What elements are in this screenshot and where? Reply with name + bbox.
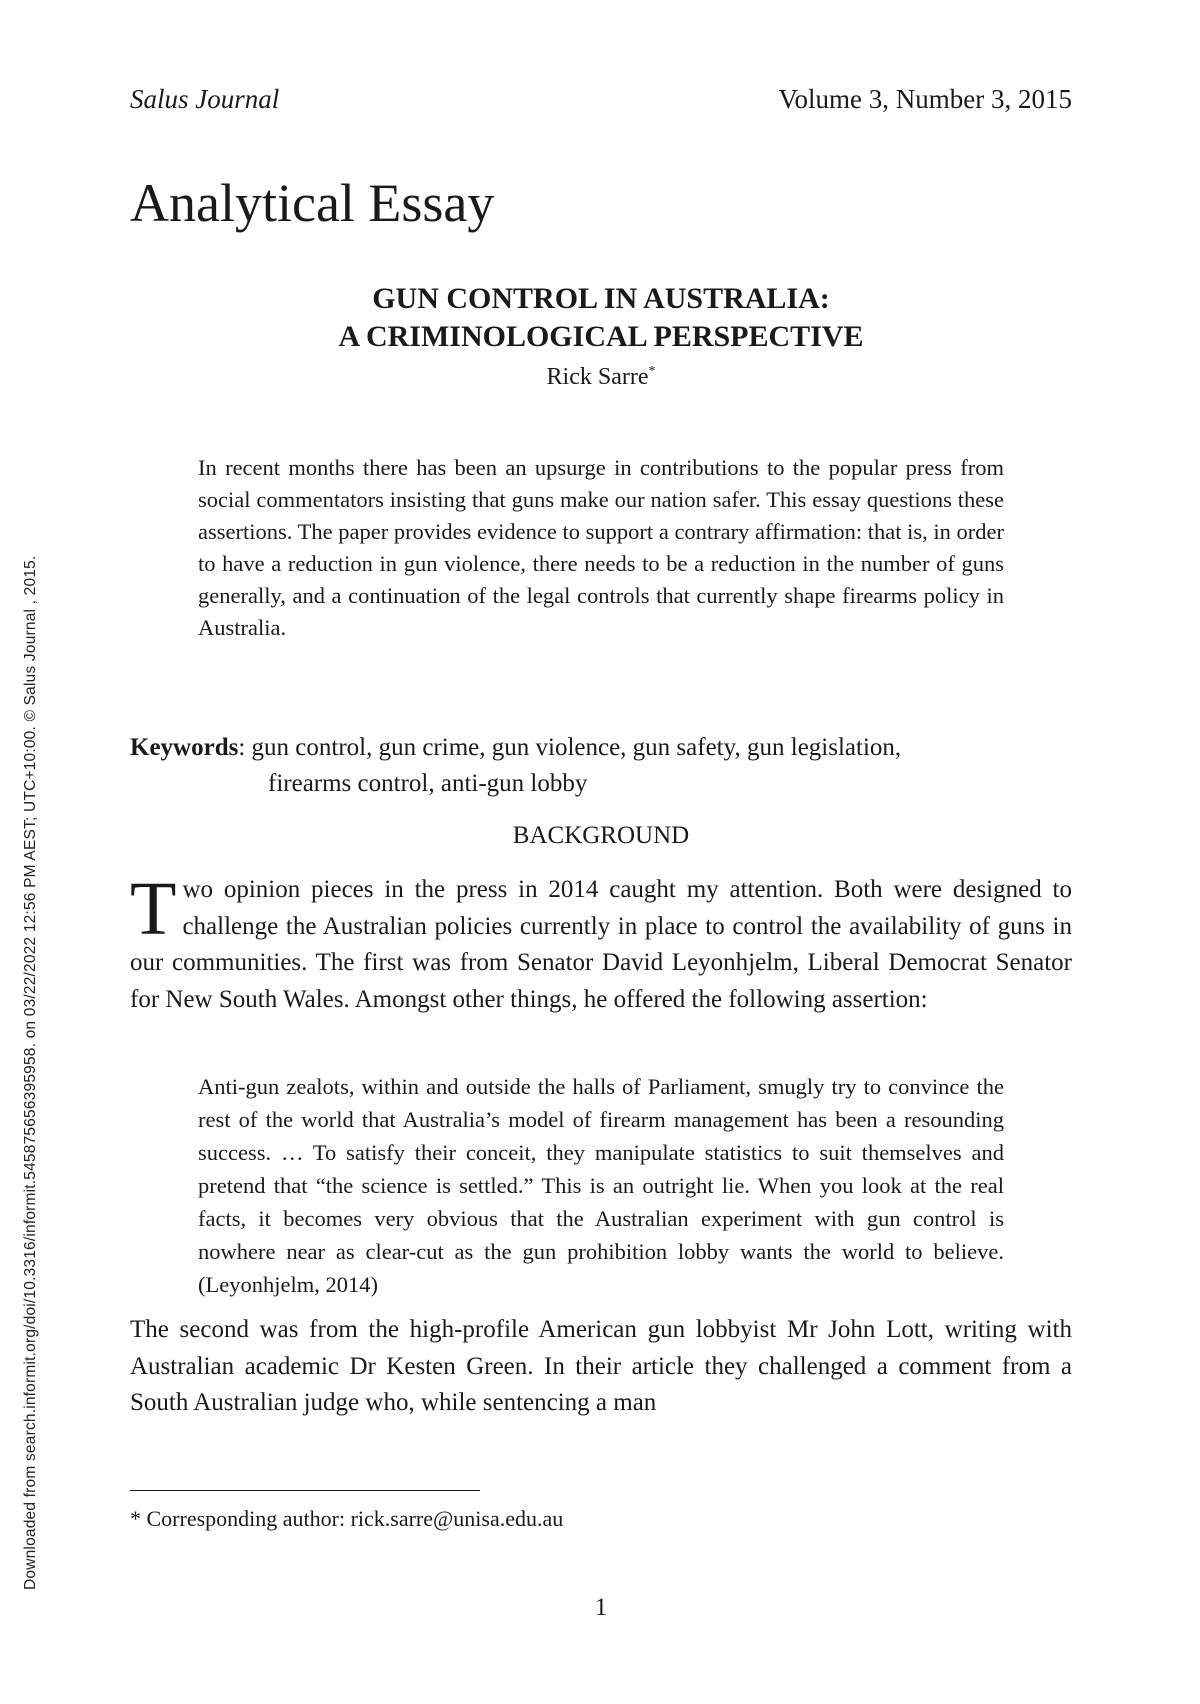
title-line-2: A CRIMINOLOGICAL PERSPECTIVE (338, 320, 864, 353)
keywords-line-2: firearms control, anti-gun lobby (268, 770, 588, 797)
running-header (130, 84, 1072, 115)
issue-info: Volume 3, Number 3, 2015 (778, 84, 1072, 114)
drop-cap: T (130, 867, 177, 951)
abstract: In recent months there has been an upsurge in contributions to the popular press from social commentators insisting that guns make our nation safer. This essay questions these assertions. The paper provides evidence to support a contrary affirmation: that is, in order to have a reduction in gun violence, there needs to be a reduction in the number of guns generally, and a continuation of the legal controls that currently shape firearms policy in Australia. (198, 455, 1004, 640)
download-watermark: Downloaded from search.informit.org/doi/10.3316/informit.545875656395958. on 03/22/2022 12:56 PM AEST; UTC+10:00. © Salus Journal , 2015. (22, 555, 39, 1590)
section-label: Analytical Essay (130, 173, 495, 233)
keywords-line-1: : gun control, gun crime, gun violence, gun safety, gun legislation, (238, 734, 902, 761)
article-title-block (130, 280, 1072, 391)
title-line-1: GUN CONTROL IN AUSTRALIA: (372, 282, 830, 315)
footnote-rule (130, 1490, 480, 1491)
page-number: 1 (594, 1594, 608, 1621)
author-name (130, 364, 1072, 391)
keywords-label: Keywords (130, 734, 239, 761)
section-heading: BACKGROUND (512, 822, 690, 849)
author-text: Rick Sarre (546, 364, 649, 390)
footnote: * Corresponding author: rick.sarre@unisa.edu.au (130, 1506, 564, 1531)
journal-name: Salus Journal (130, 84, 280, 114)
keywords (130, 730, 1072, 802)
author-footnote-mark: * (648, 364, 656, 379)
paragraph-1-text: wo opinion pieces in the press in 2014 caught my attention. Both were designed to challenge the Australian policies currently in place to control the availability of guns in our communities. The first was from Senator David Leyonhjelm, Liberal Democrat Senator for New South Wales. Amongst other things, he offered the following assertion: (130, 876, 1072, 1013)
block-quote: Anti-gun zealots, within and outside the halls of Parliament, smugly try to convince the rest of the world that Australia’s model of firearm management has been a resounding success. … To satisfy their conceit, they manipulate statistics to suit themselves and pretend that “the science is settled.” This is an outright lie. When you look at the real facts, it becomes very obvious that the Australian experiment with gun control is nowhere near as clear-cut as the gun prohibition lobby wants the world to believe. (Leyonhjelm, 2014) (198, 1074, 1004, 1297)
body-paragraph-1 (130, 867, 1072, 1018)
body-paragraph-2: The second was from the high-profile American gun lobbyist Mr John Lott, writing with Australian academic Dr Kesten Green. In their article they challenged a comment from a South Australian judge who, while sentencing a man (130, 1316, 1072, 1416)
